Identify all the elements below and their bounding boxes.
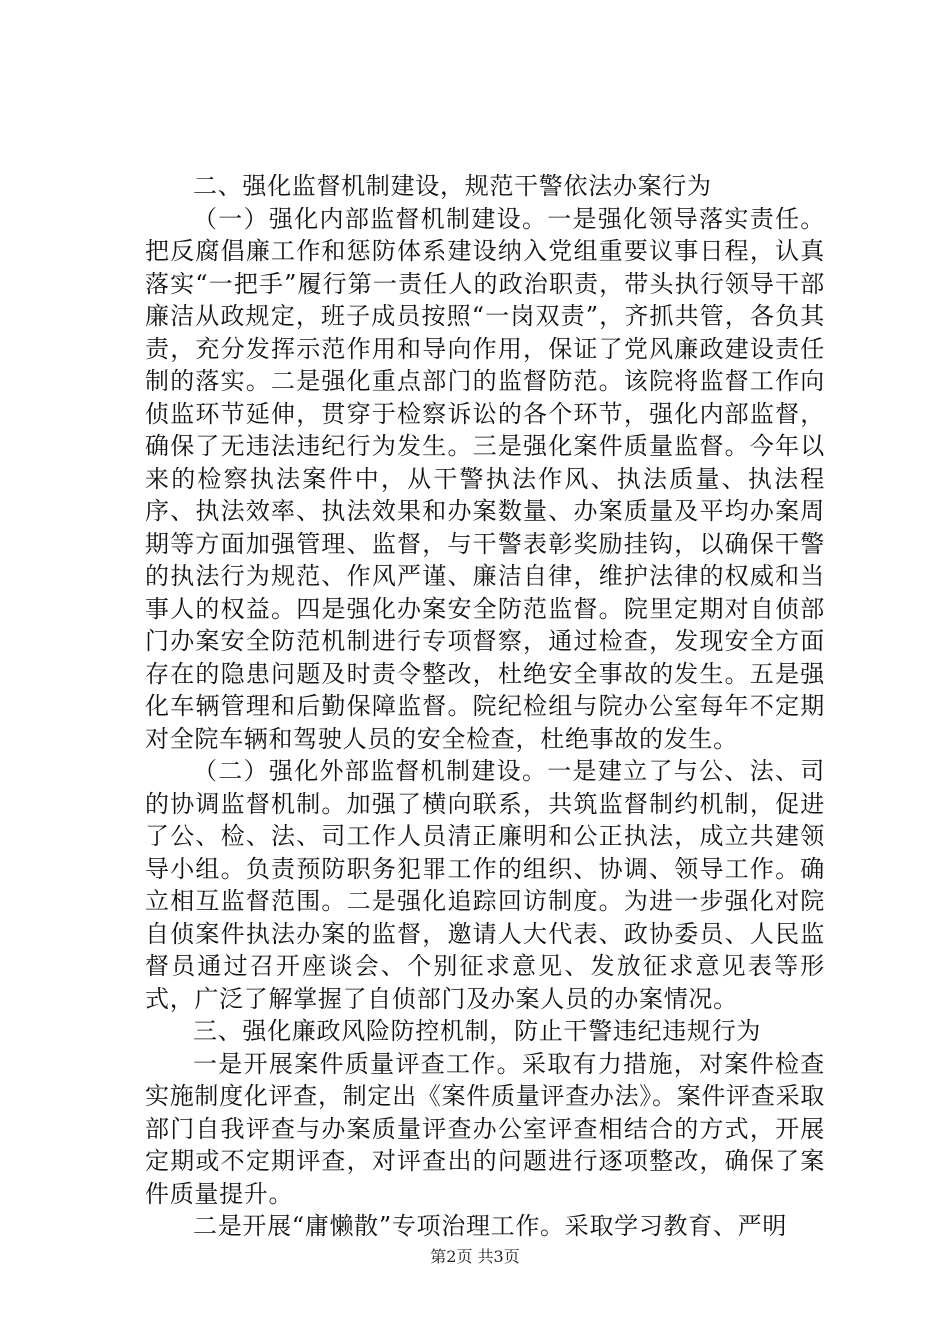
paragraph-external-supervision: （二）强化外部监督机制建设。一是建立了与公、法、司的协调监督机制。加强了横向联系，共筑监督制约机制，促进了公、检、法、司工作人员清正廉明和公正执法，成立共建领导小组。负责预防职务犯罪工作的组织、协调、领导工作。确立相互监督范围。二是强化追踪回访制度。为进一步强化对院自侦案件执法办案的监督，邀请人大代表、政协委员、人民监督员通过召开座谈会、个别征求意见、发放征求意见表等形式，广泛了解掌握了自侦部门及办案人员的办案情况。 [145, 757, 825, 1013]
paragraph-case-quality-review: 一是开展案件质量评查工作。采取有力措施，对案件检查实施制度化评查，制定出《案件质量评查办法》。案件评查采取部门自我评查与办案质量评查办公室评查相结合的方式，开展定期或不定期评查，对评查出的问题进行逐项整改，确保了案件质量提升。 [145, 1049, 825, 1208]
page-footer [0, 1244, 950, 1267]
section-heading-2: 二、强化监督机制建设，规范干警依法办案行为 [193, 172, 712, 200]
page-number: 第2页 共3页 [430, 1247, 520, 1266]
document-body [145, 170, 825, 1243]
section-heading-3: 三、强化廉政风险防控机制，防止干警违纪违规行为 [193, 1017, 762, 1045]
paragraph-internal-supervision: （一）强化内部监督机制建设。一是强化领导落实责任。把反腐倡廉工作和惩防体系建设纳入党组重要议事日程，认真落实“一把手”履行第一责任人的政治职责，带头执行领导干部廉洁从政规定，班子成员按照“一岗双责”，齐抓共管，各负其责，充分发挥示范作用和导向作用，保证了党风廉政建设责任制的落实。二是强化重点部门的监督防范。该院将监督工作向侦监环节延伸，贯穿于检察诉讼的各个环节，强化内部监督，确保了无违法违纪行为发生。三是强化案件质量监督。今年以来的检察执法案件中，从干警执法作风、执法质量、执法程序、执法效率、执法效果和办案数量、办案质量及平均办案周期等方面加强管理、监督，与干警表彰奖励挂钩，以确保干警的执法行为规范、作风严谨、廉洁自律，维护法律的权威和当事人的权益。四是强化办案安全防范监督。院里定期对自侦部门办案安全防范机制进行专项督察，通过检查，发现安全方面存在的隐患问题及时责令整改，杜绝安全事故的发生。五是强化车辆管理和后勤保障监督。院纪检组与院办公室每年不定期对全院车辆和驾驶人员的安全检查，杜绝事故的发生。 [145, 204, 825, 753]
paragraph-special-governance: 二是开展“庸懒散”专项治理工作。采取学习教育、严明 [193, 1212, 788, 1240]
